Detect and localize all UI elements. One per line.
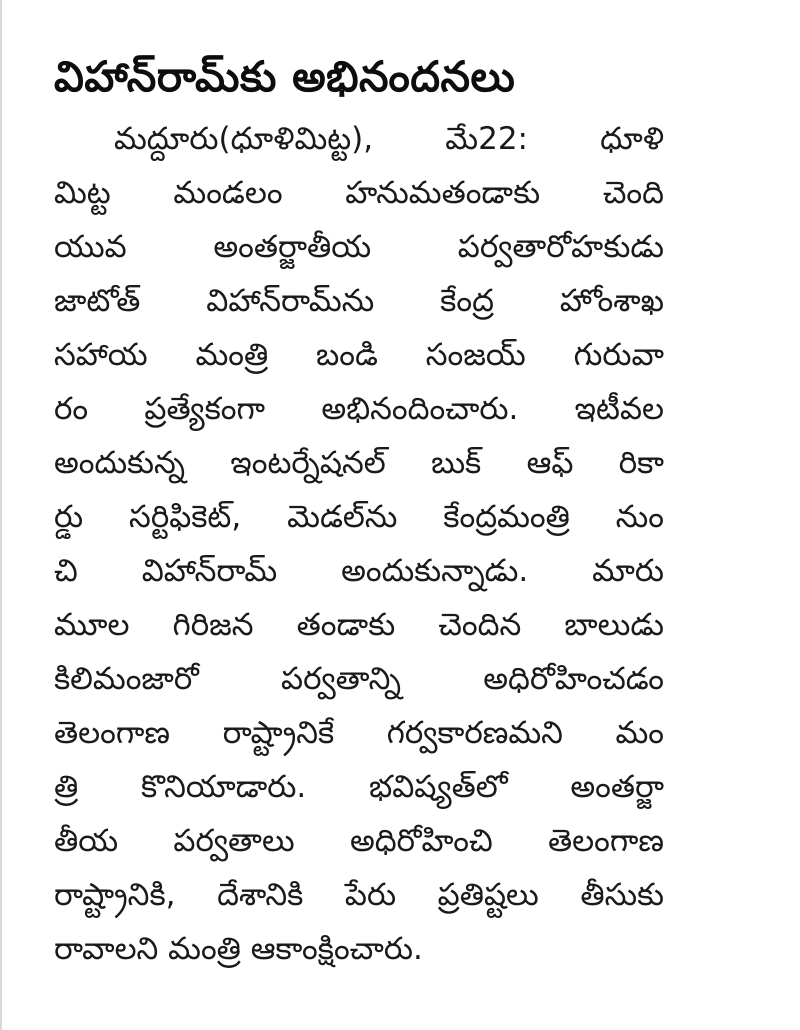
article-line: సహాయ మంత్రి బండి సంజయ్ గురువా	[54, 337, 664, 373]
article-line: ర్డు సర్టిఫికెట్, మెడల్‌ను కేంద్రమంత్రి నుం	[54, 499, 664, 535]
article-line: అందుకున్న ఇంటర్నేషనల్ బుక్ ఆఫ్ రికా	[54, 445, 664, 481]
article-line: జాటోత్ విహాన్‌రామ్‌ను కేంద్ర హోంశాఖ	[54, 283, 664, 319]
article-line: తెలంగాణ రాష్ట్రానికే గర్వకారణమని మం	[54, 715, 664, 751]
article-line: మూల గిరిజన తండాకు చెందిన బాలుడు	[54, 607, 664, 643]
news-article	[54, 48, 664, 976]
article-line: రావాలని మంత్రి ఆకాంక్షించారు.	[54, 931, 423, 967]
article-line: రాష్ట్రానికి, దేశానికి పేరు ప్రతిష్టలు తీసుకు	[54, 877, 664, 913]
article-line: యువ అంతర్జాతీయ పర్వతారోహకుడు	[54, 229, 664, 265]
article-line: చి విహాన్‌రామ్ అందుకున్నాడు. మారు	[54, 553, 664, 589]
article-line: తీయ పర్వతాలు అధిరోహించి తెలంగాణ	[54, 823, 664, 859]
article-line: కిలిమంజారో పర్వతాన్ని అధిరోహించడం	[54, 661, 664, 697]
article-line: మద్దూరు(ధూళిమిట్ట), మే22: ధూళి	[114, 121, 664, 157]
article-line: త్రి కొనియాడారు. భవిష్యత్‌లో అంతర్జా	[54, 769, 664, 805]
article-line: రం ప్రత్యేకంగా అభినందించారు. ఇటీవల	[54, 391, 664, 427]
article-line: మిట్ట మండలం హనుమతండాకు చెంది	[54, 175, 664, 211]
left-border-rule	[0, 0, 2, 1030]
article-headline: విహాన్‌రామ్‌కు అభినందనలు	[54, 52, 516, 101]
article-body	[54, 112, 664, 976]
